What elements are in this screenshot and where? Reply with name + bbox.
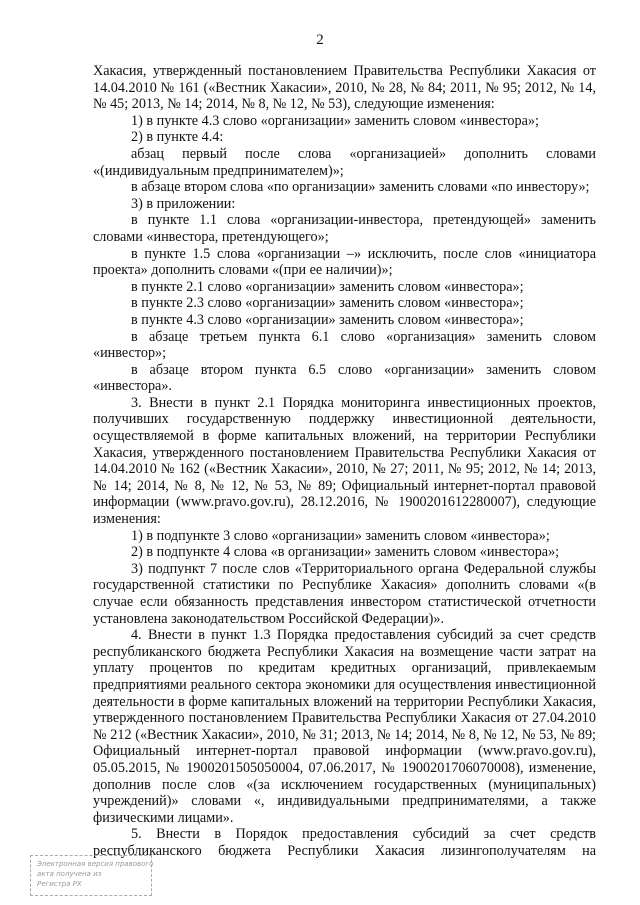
paragraph: в пункте 2.3 слово «организации» заменить словом «инвестора»; [131,295,524,312]
paragraph: 3. Внести в пункт 2.1 Порядка мониторинга инвестиционных проектов, получивших государственную поддержку инвестиционной деятельности, осуществляемой в форме капитальных вложений, на территории Республики Хакасия, утвержденного постановлением Правительства Республики Хакасия от 14.04.2010 № 162 («Вестник Хакасии», 2010, № 27; 2011, № 95; 2012, № 14; 2013, № 14; 2014, № 8, № 12, № 53, № 89; Официальный интернет-портал правовой информации (www.pravo.gov.ru), 28.12.2016, № 1900201612280007), следующие изменения: [93,394,596,528]
paragraph: в абзаце втором пункта 6.5 слово «организации» заменить словом «инвестора». [93,361,596,395]
paragraph: 1) в подпункте 3 слово «организации» заменить словом «инвестора»; [131,527,550,544]
paragraph: в пункте 1.5 слова «организации –» исключить, после слов «инициатора проекта» дополнить словами «(при ее наличии)»; [93,245,596,279]
paragraph: в пункте 4.3 слово «организации» заменить словом «инвестора»; [131,311,524,328]
paragraph: 2) в подпункте 4 слова «в организации» заменить словом «инвестора»; [131,544,560,561]
paragraph: 3) подпункт 7 после слов «Территориального органа Федеральной службы государственной статистики по Республике Хакасия» дополнить словами «(в случае если обязанность представления инвестором статистической отчетности установлена законодательством Российской Федерации)». [93,560,596,627]
stamp-line: Электронная версия правового [37,860,154,868]
stamp-line: акта получена из [37,870,102,878]
stamp-line: Регистра РХ [37,880,82,888]
paragraph: 2) в пункте 4.4: [131,129,224,146]
paragraph: 3) в приложении: [131,195,236,212]
document-body [93,63,596,860]
paragraph: в абзаце третьем пункта 6.1 слово «организация» заменить словом «инвестор»; [93,328,596,362]
paragraph: 5. Внести в Порядок предоставления субсидий за счет средств республиканского бюджета Республики Хакасия лизингополучателям на [93,826,596,859]
paragraph: 4. Внести в пункт 1.3 Порядка предоставления субсидий за счет средств республиканского бюджета Республики Хакасия на возмещение части затрат на уплату процентов по кредитам кредитных организаций, привлекаемым предприятиями реального сектора экономики для осуществления инвестиционной деятельности в форме капитальных вложений на территории Республики Хакасия, утвержденного постановлением Правительства Республики Хакасия от 27.04.2010 № 212 («Вестник Хакасии», 2010, № 31; 2013, № 14; 2014, № 8, № 12, № 53, № 89; Официальный интернет-портал правовой информации (www.pravo.gov.ru), 05.05.2015, № 1900201505050004, 07.06.2017, № 1900201706070008), изменение, дополнив после слов «(за исключением государственных (муниципальных) учреждений)» словами «, индивидуальными предпринимателями, а также физическими лицами». [93,627,596,826]
paragraph: в абзаце втором слова «по организации» заменить словами «по инвестору»; [131,179,590,196]
paragraph: 1) в пункте 4.3 слово «организации» заменить словом «инвестора»; [131,112,539,129]
paragraph: абзац первый после слова «организацией» дополнить словами «(индивидуальным предпринимателем)»; [93,145,596,179]
paragraph: Хакасия, утвержденный постановлением Правительства Республики Хакасия от 14.04.2010 № 161 («Вестник Хакасии», 2010, № 28, № 84; 2011, № 95; 2012, № 14, № 45; 2013, № 14; 2014, № 8, № 12, № 53), следующие изменения: [93,63,596,113]
registry-stamp [30,855,152,896]
page-number: 2 [316,32,324,48]
paragraph: в пункте 1.1 слова «организации-инвестора, претендующей» заменить словами «инвестора, претендующего»; [93,212,596,245]
paragraph: в пункте 2.1 слово «организации» заменить словом «инвестора»; [131,278,524,295]
